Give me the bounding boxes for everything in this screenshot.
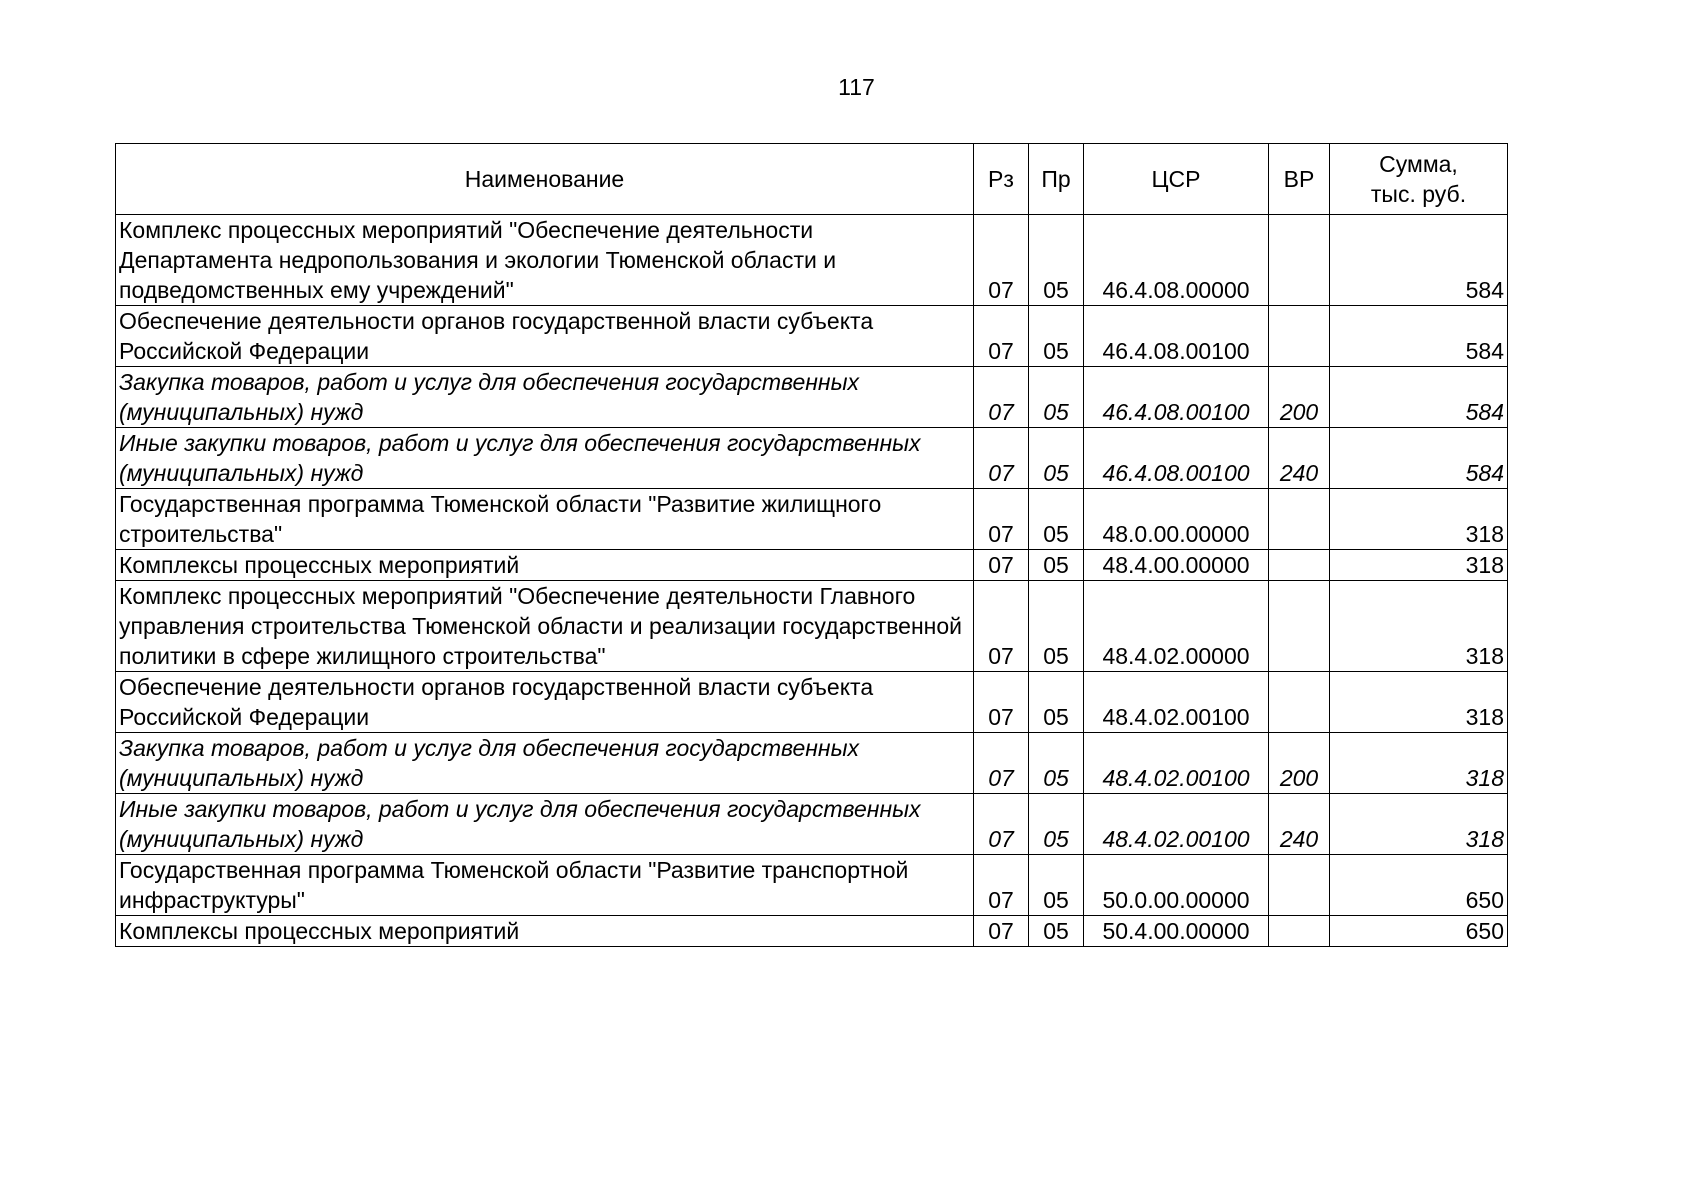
cell-name: Комплекс процессных мероприятий "Обеспечение деятельности Главного управления строительства Тюменской области и реализации государственной политики в сфере жилищного строительства"	[116, 581, 974, 672]
header-sum: Сумма, тыс. руб.	[1330, 144, 1508, 215]
cell-rz: 07	[974, 581, 1029, 672]
cell-pr: 05	[1029, 489, 1084, 550]
cell-name: Закупка товаров, работ и услуг для обеспечения государственных (муниципальных) нужд	[116, 367, 974, 428]
cell-csr: 48.4.02.00100	[1084, 794, 1269, 855]
cell-csr: 48.4.02.00100	[1084, 733, 1269, 794]
cell-sum: 318	[1330, 733, 1508, 794]
cell-name: Комплексы процессных мероприятий	[116, 550, 974, 581]
cell-csr: 46.4.08.00100	[1084, 428, 1269, 489]
cell-name: Закупка товаров, работ и услуг для обеспечения государственных (муниципальных) нужд	[116, 733, 974, 794]
cell-rz: 07	[974, 794, 1029, 855]
cell-csr: 48.0.00.00000	[1084, 489, 1269, 550]
cell-pr: 05	[1029, 855, 1084, 916]
header-rz: Рз	[974, 144, 1029, 215]
cell-pr: 05	[1029, 672, 1084, 733]
cell-rz: 07	[974, 489, 1029, 550]
cell-pr: 05	[1029, 306, 1084, 367]
table-row	[116, 794, 1508, 855]
cell-rz: 07	[974, 733, 1029, 794]
table-row	[116, 306, 1508, 367]
cell-vr	[1269, 489, 1330, 550]
cell-pr: 05	[1029, 581, 1084, 672]
header-vr: ВР	[1269, 144, 1330, 215]
cell-pr: 05	[1029, 367, 1084, 428]
page-number: 117	[838, 74, 875, 100]
table-row	[116, 581, 1508, 672]
cell-pr: 05	[1029, 428, 1084, 489]
table-row	[116, 916, 1508, 947]
cell-sum: 318	[1330, 672, 1508, 733]
cell-vr	[1269, 855, 1330, 916]
cell-csr: 48.4.02.00000	[1084, 581, 1269, 672]
table-row	[116, 672, 1508, 733]
table-row	[116, 215, 1508, 306]
cell-rz: 07	[974, 916, 1029, 947]
cell-name: Обеспечение деятельности органов государственной власти субъекта Российской Федерации	[116, 306, 974, 367]
cell-vr	[1269, 215, 1330, 306]
cell-sum: 318	[1330, 581, 1508, 672]
cell-vr	[1269, 916, 1330, 947]
cell-pr: 05	[1029, 916, 1084, 947]
cell-vr	[1269, 581, 1330, 672]
header-name: Наименование	[116, 144, 974, 215]
cell-vr: 200	[1269, 733, 1330, 794]
cell-rz: 07	[974, 367, 1029, 428]
cell-name: Комплексы процессных мероприятий	[116, 916, 974, 947]
cell-name: Государственная программа Тюменской области "Развитие транспортной инфраструктуры"	[116, 855, 974, 916]
table-row	[116, 428, 1508, 489]
cell-sum: 584	[1330, 428, 1508, 489]
header-csr: ЦСР	[1084, 144, 1269, 215]
cell-csr: 48.4.00.00000	[1084, 550, 1269, 581]
cell-csr: 46.4.08.00000	[1084, 215, 1269, 306]
table-row	[116, 489, 1508, 550]
cell-name: Обеспечение деятельности органов государственной власти субъекта Российской Федерации	[116, 672, 974, 733]
cell-vr: 200	[1269, 367, 1330, 428]
table-row	[116, 855, 1508, 916]
cell-rz: 07	[974, 672, 1029, 733]
cell-csr: 50.0.00.00000	[1084, 855, 1269, 916]
cell-sum: 318	[1330, 550, 1508, 581]
cell-vr	[1269, 550, 1330, 581]
cell-vr	[1269, 672, 1330, 733]
cell-csr: 50.4.00.00000	[1084, 916, 1269, 947]
cell-rz: 07	[974, 550, 1029, 581]
cell-pr: 05	[1029, 550, 1084, 581]
table-row	[116, 367, 1508, 428]
cell-rz: 07	[974, 215, 1029, 306]
cell-vr	[1269, 306, 1330, 367]
cell-pr: 05	[1029, 794, 1084, 855]
cell-vr: 240	[1269, 794, 1330, 855]
cell-name: Государственная программа Тюменской области "Развитие жилищного строительства"	[116, 489, 974, 550]
cell-name: Комплекс процессных мероприятий "Обеспечение деятельности Департамента недропользования и экологии Тюменской области и подведомственных ему учреждений"	[116, 215, 974, 306]
cell-sum: 650	[1330, 855, 1508, 916]
table-row	[116, 550, 1508, 581]
cell-csr: 46.4.08.00100	[1084, 367, 1269, 428]
cell-sum: 584	[1330, 306, 1508, 367]
cell-pr: 05	[1029, 733, 1084, 794]
cell-rz: 07	[974, 306, 1029, 367]
cell-sum: 584	[1330, 215, 1508, 306]
cell-csr: 48.4.02.00100	[1084, 672, 1269, 733]
table-row	[116, 733, 1508, 794]
cell-sum: 650	[1330, 916, 1508, 947]
header-pr: Пр	[1029, 144, 1084, 215]
cell-rz: 07	[974, 428, 1029, 489]
cell-sum: 318	[1330, 489, 1508, 550]
cell-rz: 07	[974, 855, 1029, 916]
budget-table	[115, 143, 1508, 947]
cell-name: Иные закупки товаров, работ и услуг для обеспечения государственных (муниципальных) нужд	[116, 794, 974, 855]
table-header-row	[116, 144, 1508, 215]
cell-name: Иные закупки товаров, работ и услуг для обеспечения государственных (муниципальных) нужд	[116, 428, 974, 489]
cell-sum: 584	[1330, 367, 1508, 428]
cell-vr: 240	[1269, 428, 1330, 489]
cell-pr: 05	[1029, 215, 1084, 306]
cell-sum: 318	[1330, 794, 1508, 855]
cell-csr: 46.4.08.00100	[1084, 306, 1269, 367]
